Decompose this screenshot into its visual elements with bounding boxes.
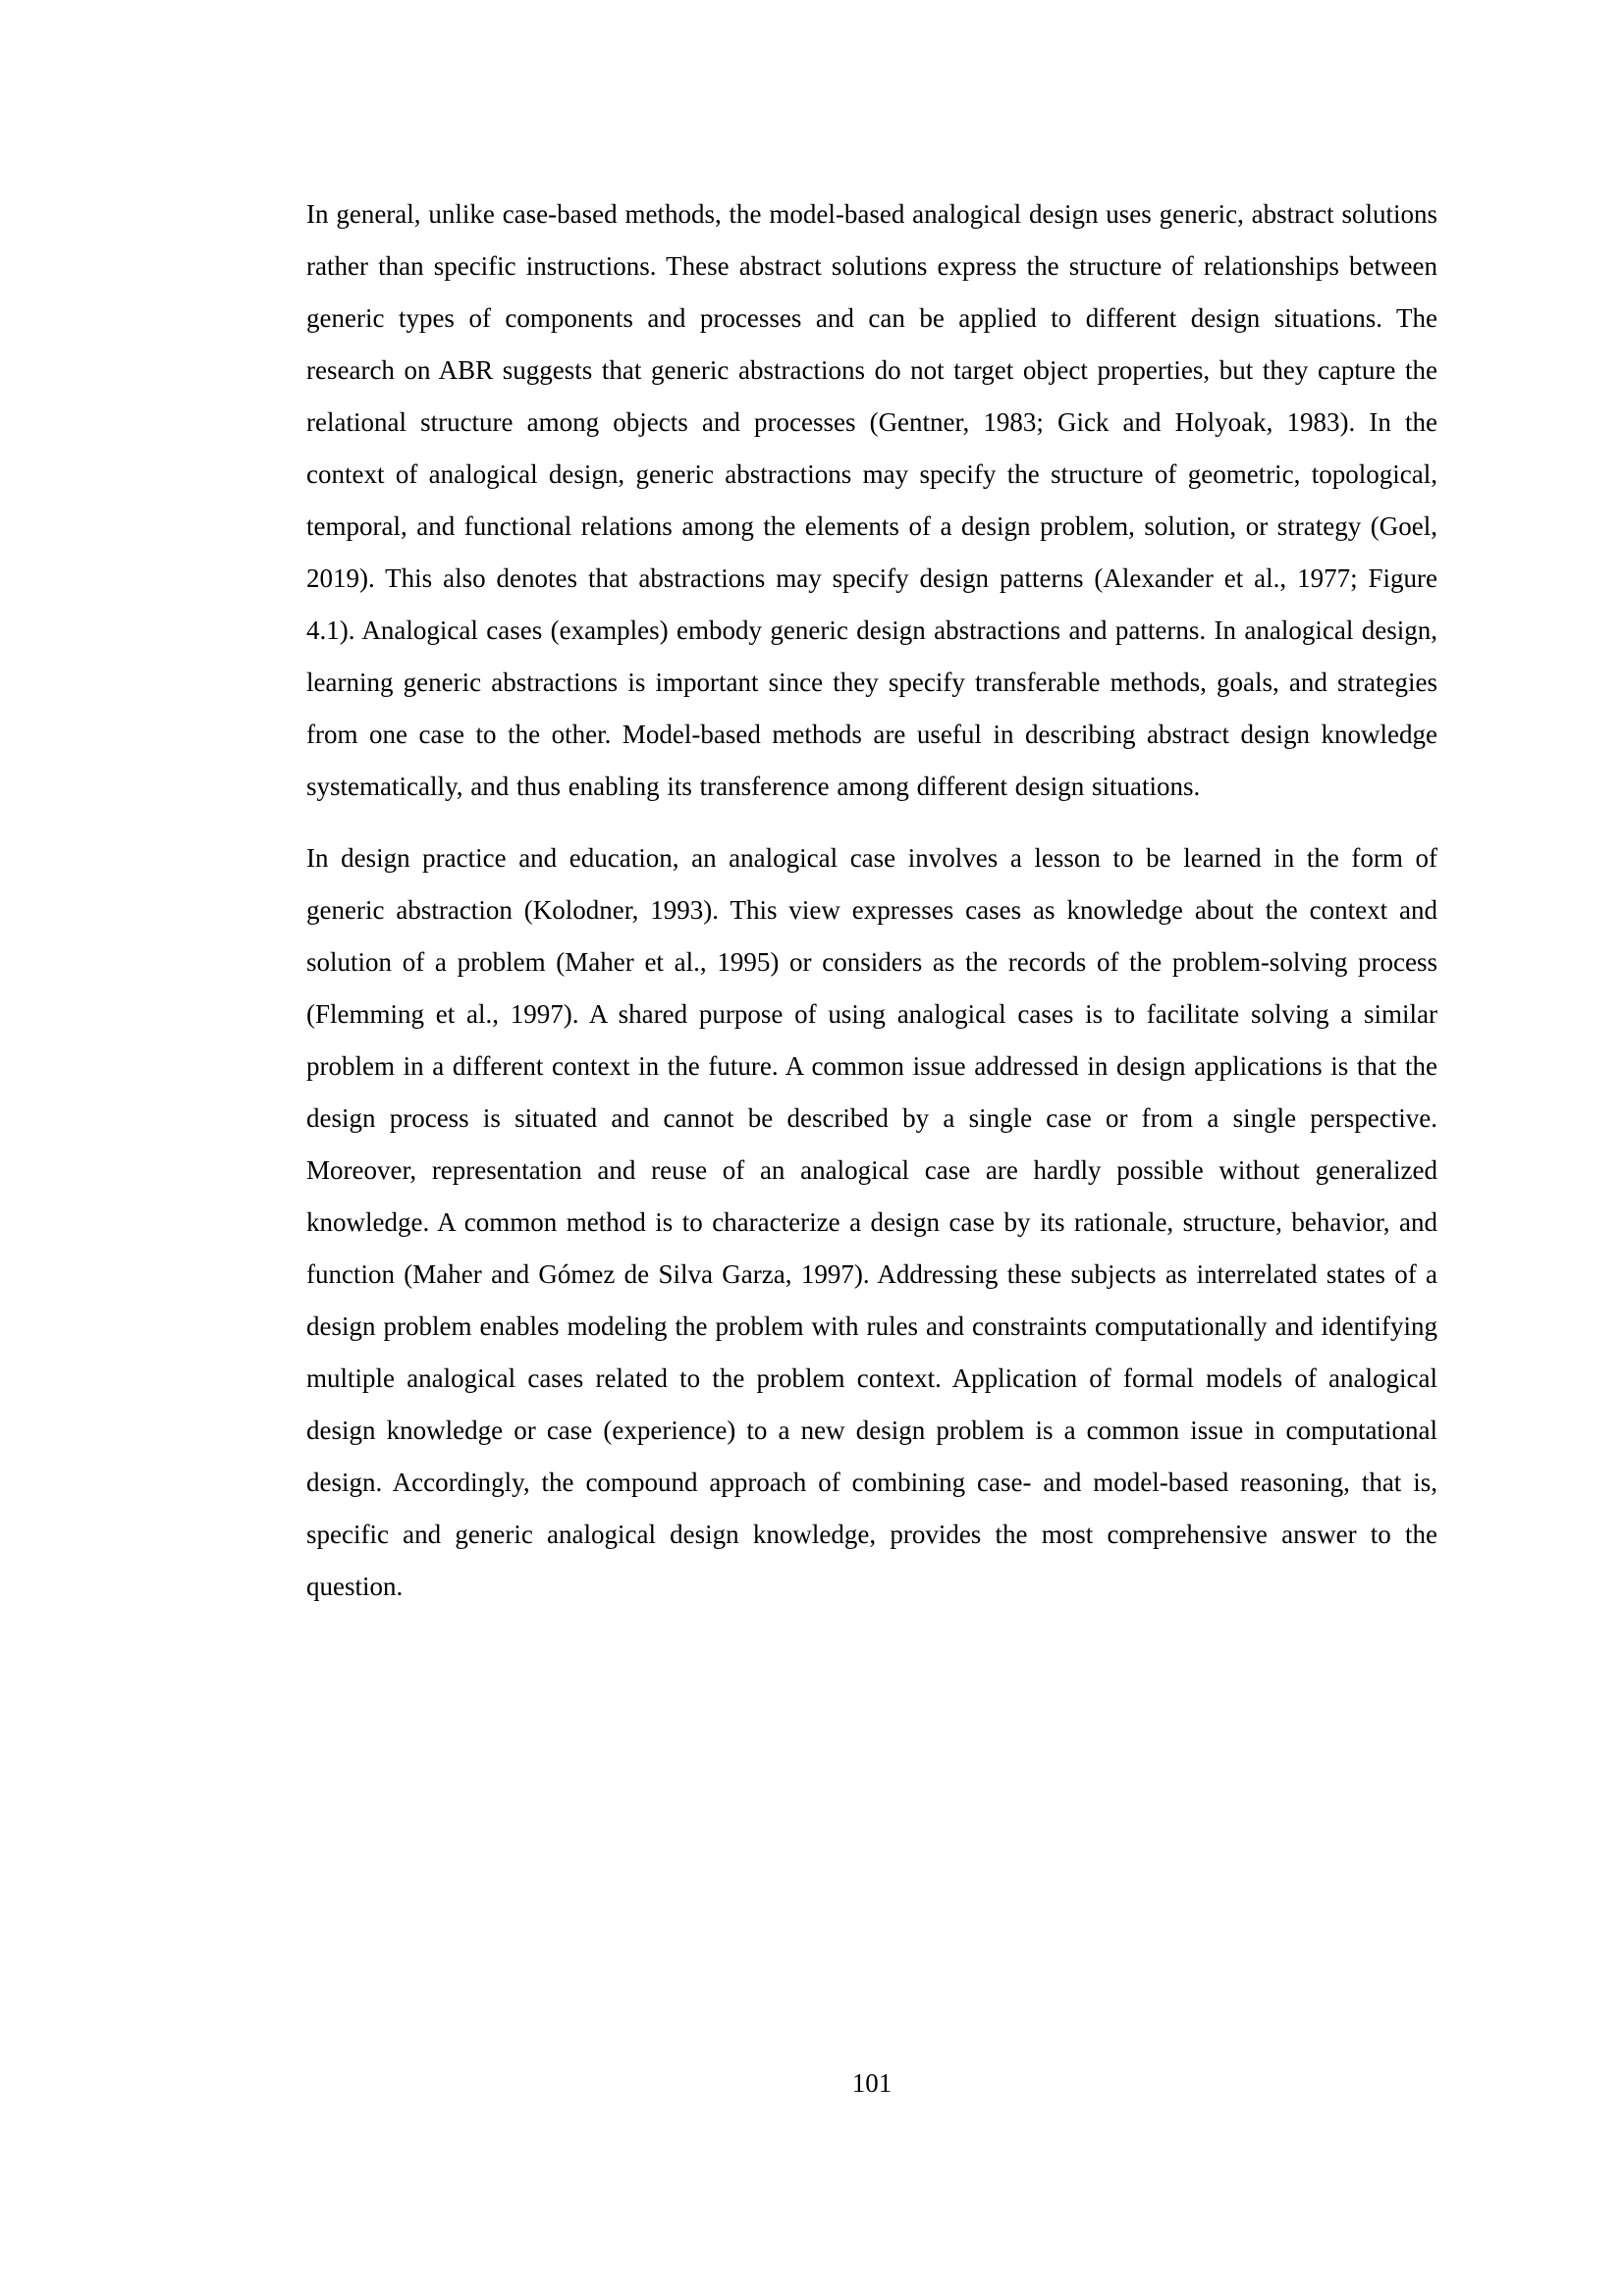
paragraph-1: In general, unlike case-based methods, the model-based analogical design uses generic, abstract solutions rather than specific instructions. These abstract solutions express the structure of relationships between generic types of components and processes and can be applied to different design situations. The research on ABR suggests that generic abstractions do not target object properties, but they capture the relational structure among objects and processes (Gentner, 1983; Gick and Holyoak, 1983). In the context of analogical design, generic abstractions may specify the structure of geometric, topological, temporal, and functional relations among the elements of a design problem, solution, or strategy (Goel, 2019). This also denotes that abstractions may specify design patterns (Alexander et al., 1977; Figure 4.1). Analogical cases (examples) embody generic design abstractions and patterns. In analogical design, learning generic abstractions is important since they specify transferable methods, goals, and strategies from one case to the other. Model-based methods are useful in describing abstract design knowledge systematically, and thus enabling its transference among different design situations. (306, 199, 1437, 801)
body-text-block (306, 188, 1437, 1613)
paragraph-2: In design practice and education, an analogical case involves a lesson to be learned in the form of generic abstraction (Kolodner, 1993). This view expresses cases as knowledge about the context and solution of a problem (Maher et al., 1995) or considers as the records of the problem-solving process (Flemming et al., 1997). A shared purpose of using analogical cases is to facilitate solving a similar problem in a different context in the future. A common issue addressed in design applications is that the design process is situated and cannot be described by a single case or from a single perspective. Moreover, representation and reuse of an analogical case are hardly possible without generalized knowledge. A common method is to characterize a design case by its rationale, structure, behavior, and function (Maher and Gómez de Silva Garza, 1997). Addressing these subjects as interrelated states of a design problem enables modeling the problem with rules and constraints computationally and identifying multiple analogical cases related to the problem context. Application of formal models of analogical design knowledge or case (experience) to a new design problem is a common issue in computational design. Accordingly, the compound approach of combining case- and model-based reasoning, that is, specific and generic analogical design knowledge, provides the most comprehensive answer to the question. (306, 843, 1437, 1601)
page-number: 101 (851, 2068, 893, 2098)
